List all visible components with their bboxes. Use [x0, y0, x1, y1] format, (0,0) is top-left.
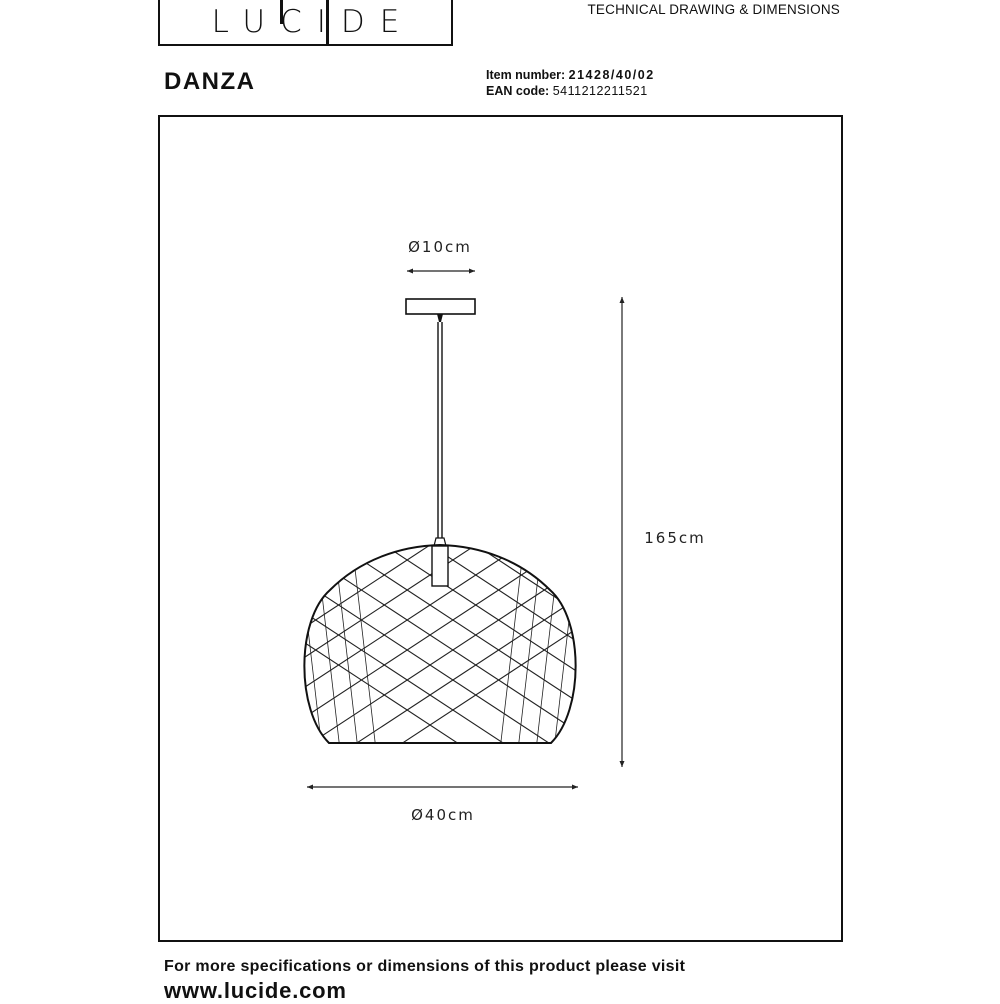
canopy-diameter-label: Ø10cm: [408, 238, 472, 256]
cord-grip: [437, 314, 443, 322]
footer-website-link[interactable]: www.lucide.com: [164, 978, 347, 1003]
item-number-row: Item number: 21428/40/02: [486, 68, 655, 82]
height-label: 165cm: [644, 529, 706, 547]
item-number-value: 21428/40/02: [568, 68, 655, 82]
footer-note: For more specifications or dimensions of this product please visit: [164, 958, 686, 975]
pendant-lamp-drawing: [270, 350, 590, 830]
shade-diameter-label: Ø40cm: [411, 806, 475, 824]
ean-value: 5411212211521: [552, 84, 648, 98]
item-number-label: Item number: [486, 68, 562, 82]
ean-label: EAN code: [486, 84, 546, 98]
ean-row: EAN code: 5411212211521: [486, 84, 648, 98]
logo-text: LUCIDE: [211, 4, 415, 40]
bulb-socket: [432, 546, 448, 586]
document-type-title: TECHNICAL DRAWING & DIMENSIONS: [587, 2, 840, 17]
product-name: DANZA: [164, 68, 256, 95]
ceiling-canopy: [406, 299, 475, 314]
